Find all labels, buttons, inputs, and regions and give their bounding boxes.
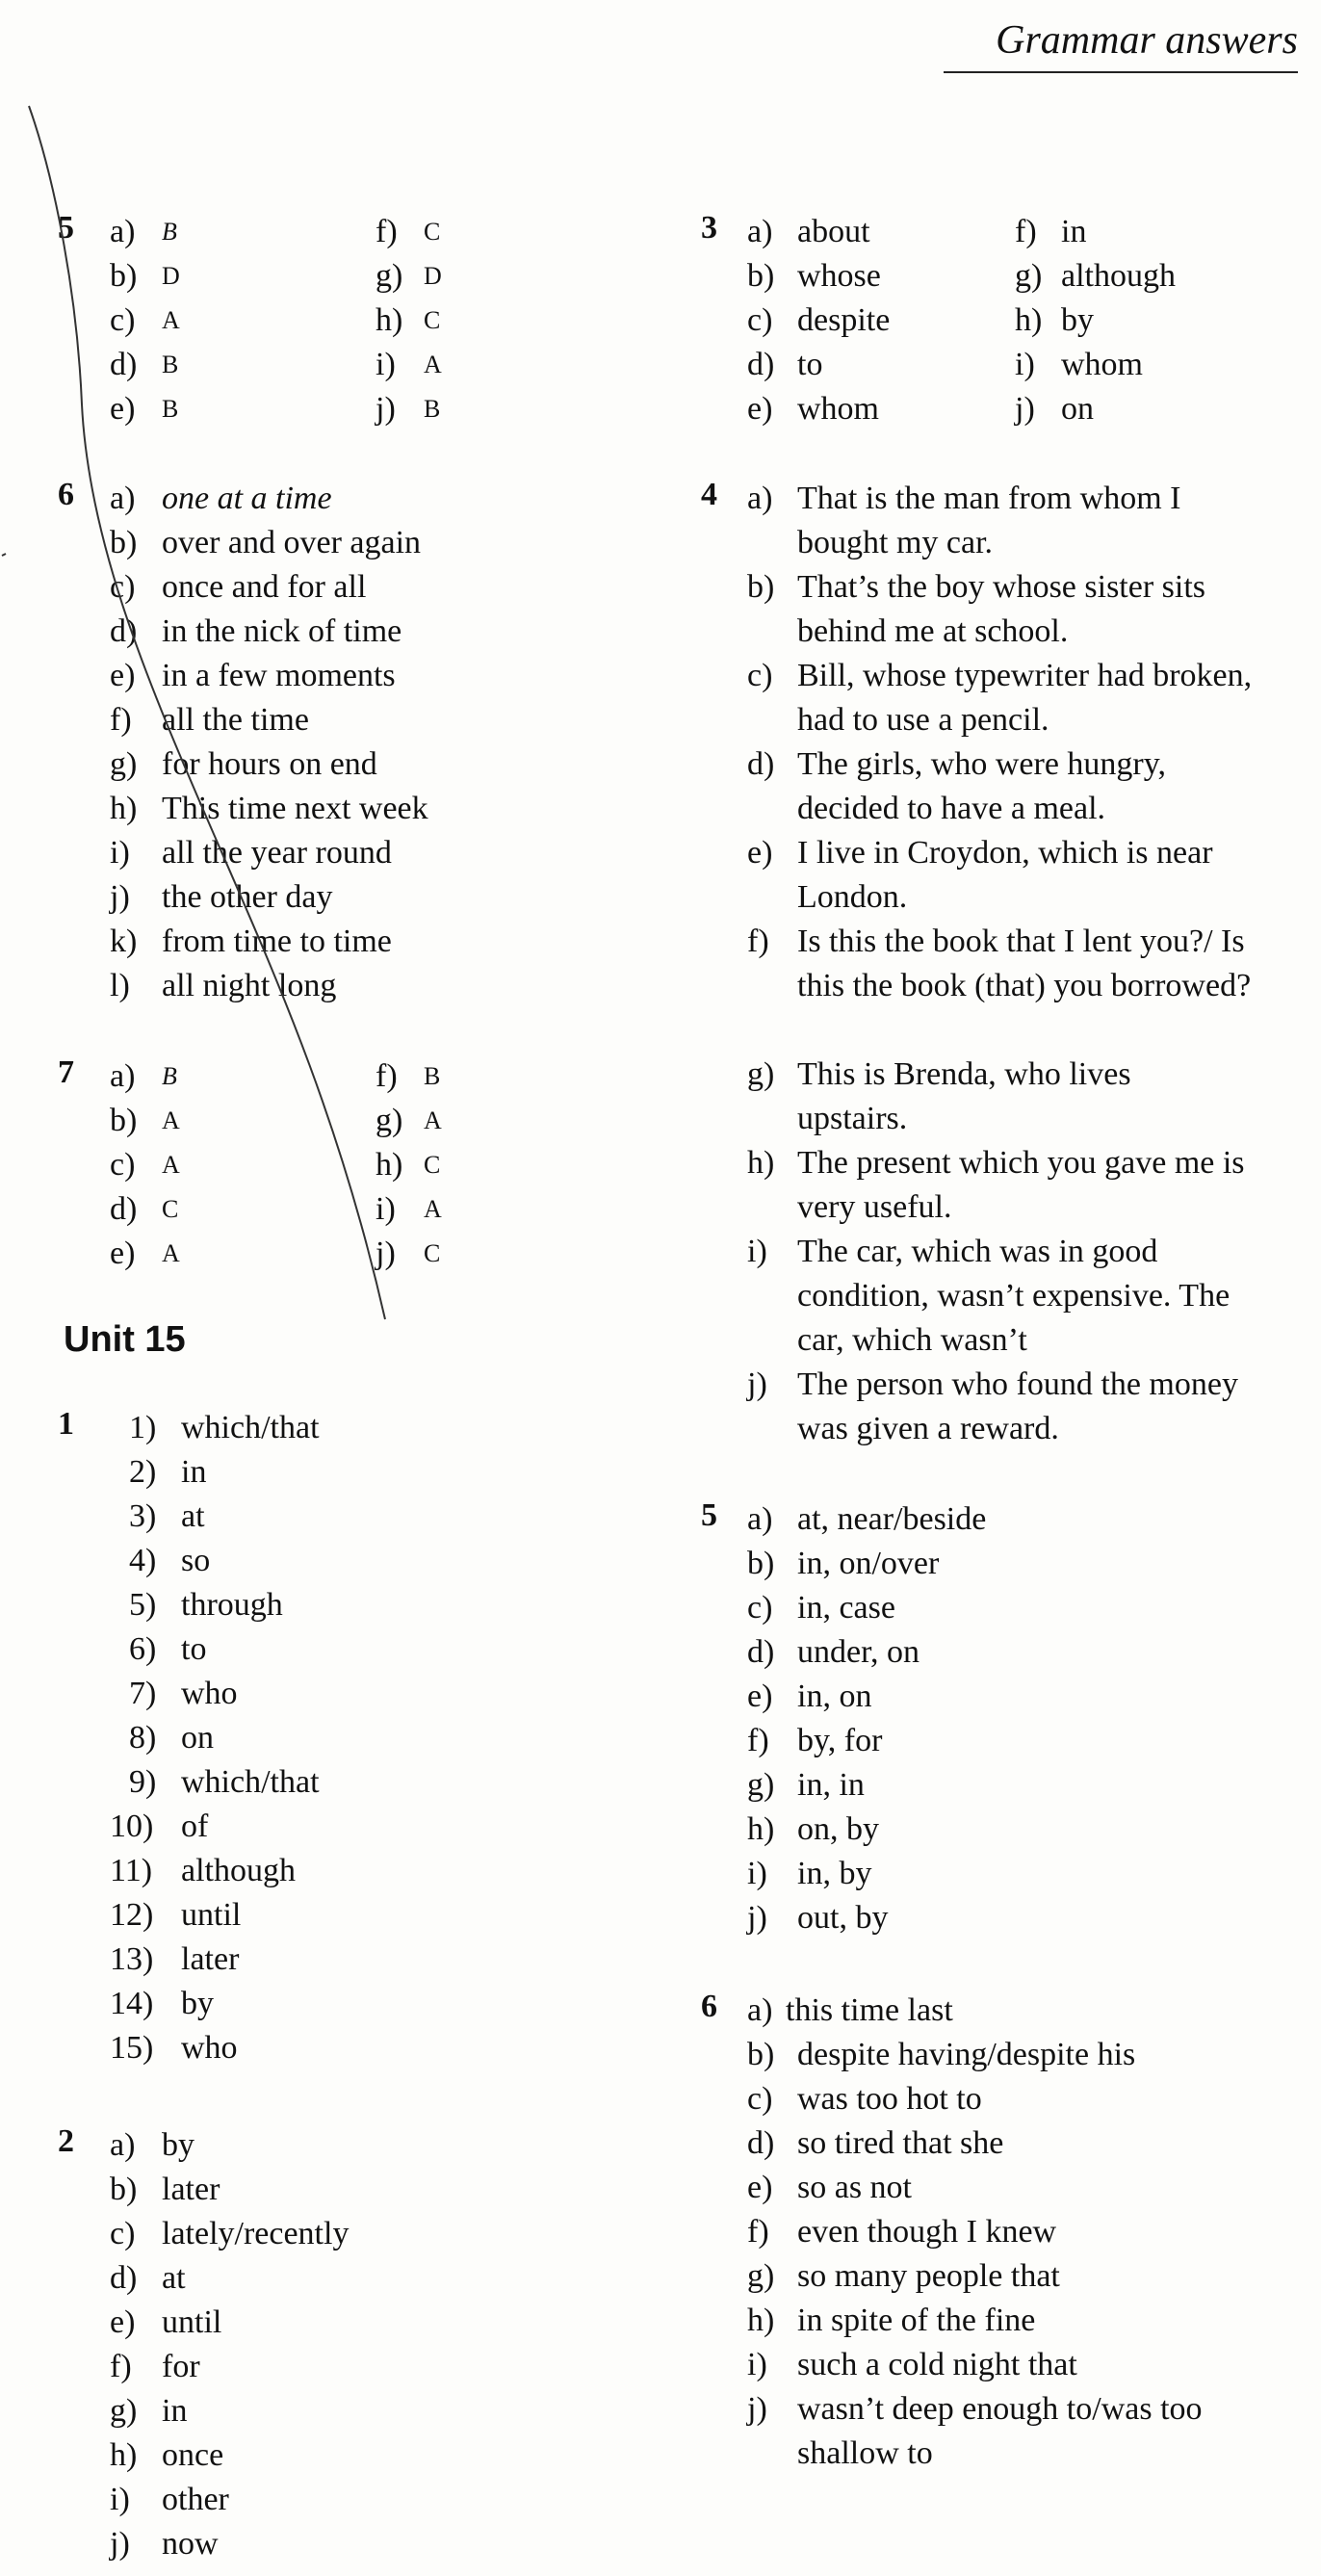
exercise-number: 6	[58, 477, 74, 512]
answer-item: b) That’s the boy whose sister sits behind me at school.	[747, 569, 1206, 649]
unit15-exercise-1-answers: 1 1) which/that 2) in 3) at 4) so 5) through 6) to 7) who 8) on 9) which/that 10) of 11) although 12) until 13) later 14) by 15) who	[58, 1406, 320, 2066]
exercise-number: 3	[701, 210, 717, 246]
exercise-number: 1	[58, 1406, 74, 1442]
unit15-exercise-6-answers: 6 a) this time last b) despite having/despite his c) was too hot to d) so tired that she e) so as not f) even though I knew g) so many people that h) in spite of the fine i) such a cold night that j) wasn’t deep enough to/was too shallow to	[701, 1989, 1298, 2528]
answer-item: e) I live in Croydon, which is near London.	[747, 835, 1213, 915]
unit15-exercise-5-answers: 5 a) at, near/beside b) in, on/over c) in, case d) under, on e) in, on f) by, for g) in, in h) on, by i) in, by j) out, by	[701, 1497, 987, 1936]
exercise-7-answers: 7 a) B b) A c) A d) C e) A f) B g) A h) C i) A j) C	[58, 1054, 443, 1271]
answer-item: c) Bill, whose typewriter had broken, had to use a pencil.	[747, 658, 1253, 738]
unit15-exercise-4-answers	[701, 477, 1298, 1469]
unit15-exercise-3-answers: 3 a) about b) whose c) despite d) to e) whom f) in g) although h) by i) whom j) on	[701, 210, 1176, 427]
exercise-number: 5	[58, 210, 74, 246]
unit-heading: Unit 15	[64, 1319, 186, 1360]
exercise-number: 6	[701, 1989, 717, 2024]
exercise-6-answers: 6 a) one at a time b) over and over again c) once and for all d) in the nick of time e) in a few moments f) all the time g) for hours on end h) This time next week i) all the year round j) the other day k) from time to time l) all night long	[58, 477, 428, 1003]
exercise-number: 4	[701, 477, 717, 512]
answer-item: g) This is Brenda, who lives upstairs.	[747, 1056, 1131, 1136]
unit15-exercise-2-answers: 2 a) by b) later c) lately/recently d) at e) until f) for g) in h) once i) other j) now	[58, 2123, 350, 2562]
exercise-number: 2	[58, 2123, 74, 2159]
answer-item: j) The person who found the money was given a reward.	[747, 1366, 1238, 1446]
page-header-title: Grammar answers	[944, 17, 1298, 73]
exercise-number: 5	[701, 1497, 717, 1533]
answer-item: j) wasn’t deep enough to/was too shallow to	[747, 2391, 1203, 2471]
answer-item: a) That is the man from whom I bought my car.	[747, 481, 1181, 560]
exercise-number: 7	[58, 1054, 74, 1090]
answer-item: d) The girls, who were hungry, decided to have a meal.	[747, 746, 1167, 826]
answer-item: h) The present which you gave me is very useful.	[747, 1145, 1245, 1225]
answer-item: i) The car, which was in good condition, wasn’t expensive. The car, which wasn’t	[747, 1234, 1230, 1358]
answer-item: f) Is this the book that I lent you?/ Is this the book (that) you borrowed?	[747, 924, 1252, 1003]
exercise-5-answers: 5 a) B b) D c) A d) B e) B f) C g) D h) C i) A j) B	[58, 210, 443, 427]
